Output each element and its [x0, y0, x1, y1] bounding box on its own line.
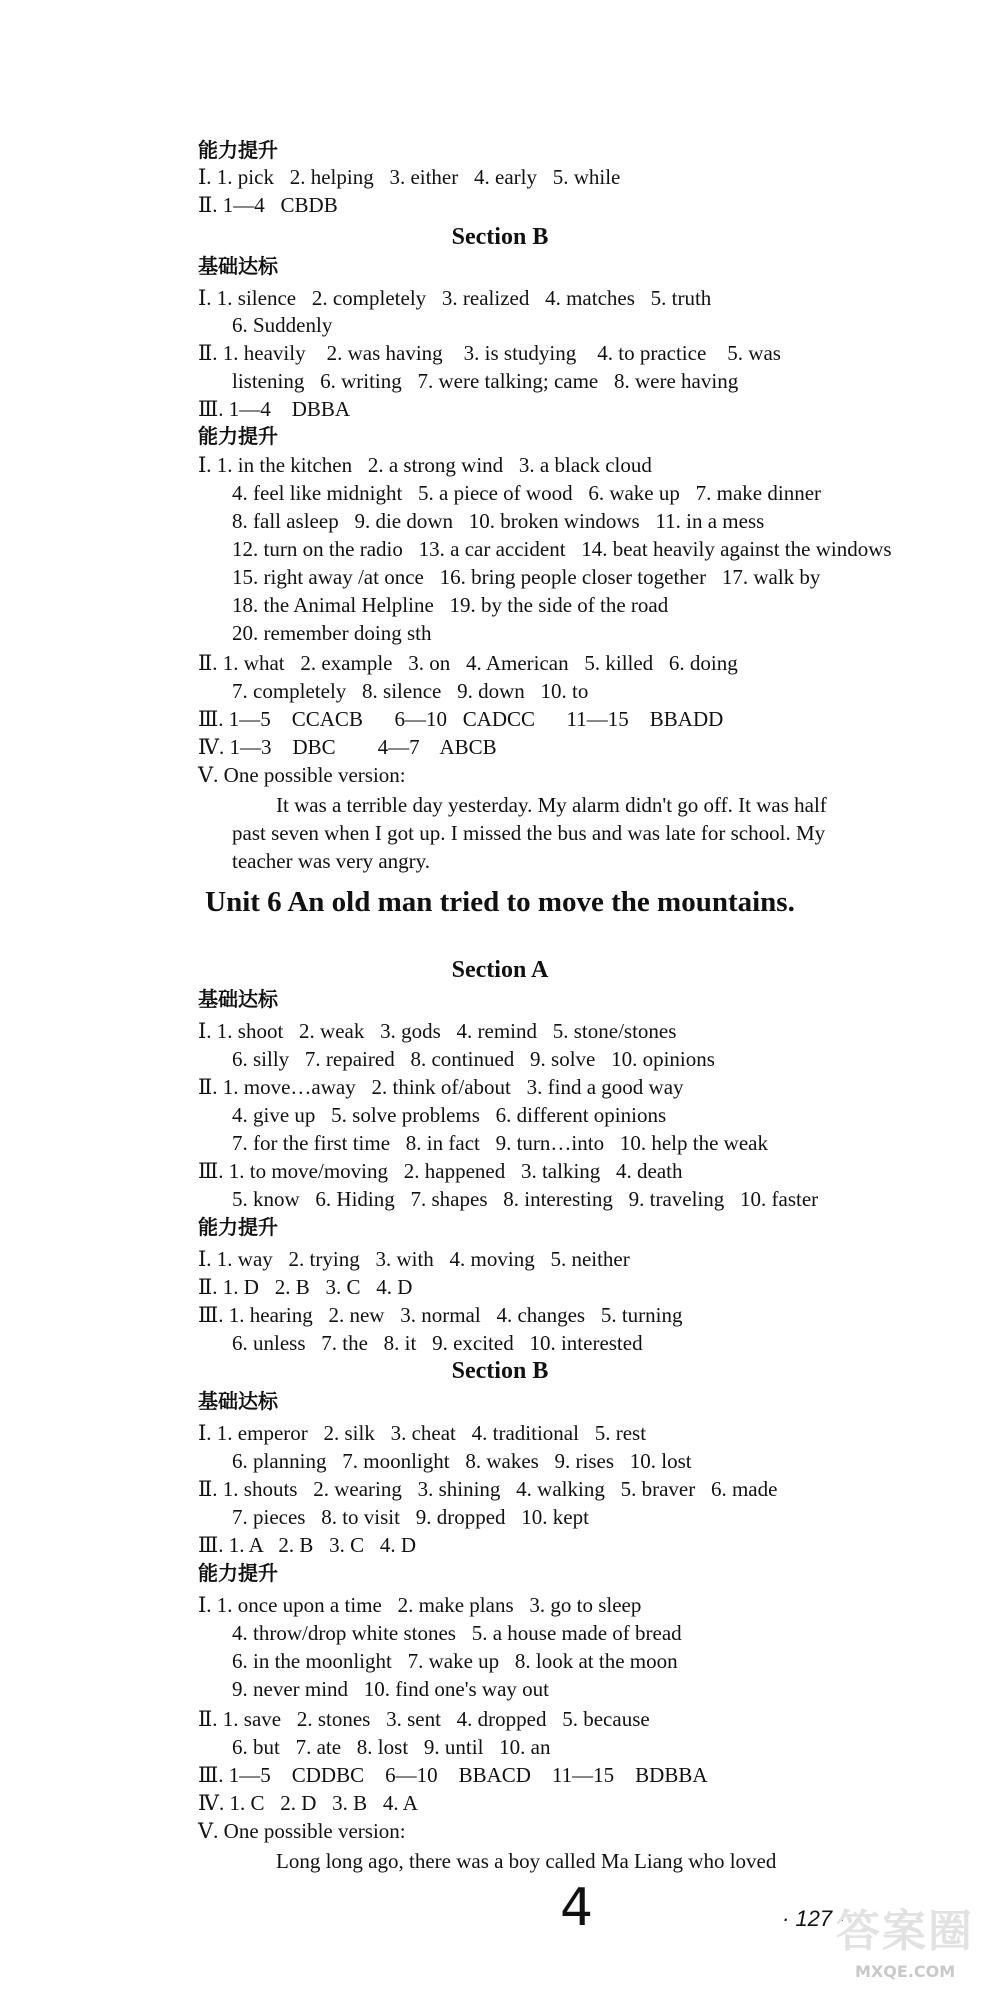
answer-line: Ⅲ. 1—5 CDDBC 6—10 BBACD 11—15 BDBBA — [198, 1763, 708, 1787]
answer-line: 15. right away /at once 16. bring people closer together 17. walk by — [232, 565, 821, 589]
watermark-url: MXQE.COM — [855, 1962, 956, 1981]
answer-line: 6. Suddenly — [232, 313, 333, 337]
page-number: · 127 · — [782, 1906, 846, 1931]
answer-line: Ⅲ. 1. to move/moving 2. happened 3. talking 4. death — [198, 1159, 683, 1183]
answer-line: Ⅲ. 1. A 2. B 3. C 4. D — [198, 1533, 417, 1557]
answer-line: Ⅱ. 1—4 CBDB — [198, 193, 338, 217]
answer-line: Ⅰ. 1. once upon a time 2. make plans 3. go to sleep — [198, 1593, 642, 1617]
answer-line: Ⅰ. 1. emperor 2. silk 3. cheat 4. traditional 5. rest — [198, 1421, 647, 1445]
section-heading-cn: 基础达标 — [198, 254, 278, 278]
answer-line: 20. remember doing sth — [232, 621, 432, 645]
answer-line: 8. fall asleep 9. die down 10. broken windows 11. in a mess — [232, 509, 765, 533]
section-heading-cn: 能力提升 — [198, 138, 278, 162]
section-title: Section B — [451, 1358, 549, 1384]
answer-line: Ⅰ. 1. silence 2. completely 3. realized 4. matches 5. truth — [198, 286, 712, 310]
answer-line: Ⅰ. 1. shoot 2. weak 3. gods 4. remind 5. stone/stones — [198, 1019, 677, 1043]
answer-line: Ⅰ. 1. pick 2. helping 3. either 4. early 5. while — [198, 165, 621, 189]
answer-line: Ⅱ. 1. shouts 2. wearing 3. shining 4. walking 5. braver 6. made — [198, 1477, 778, 1501]
answer-line: Ⅲ. 1. hearing 2. new 3. normal 4. changes 5. turning — [198, 1303, 683, 1327]
answer-line: Ⅴ. One possible version: — [198, 1819, 406, 1843]
section-heading-cn: 基础达标 — [198, 1389, 278, 1413]
answer-line: Ⅲ. 1—4 DBBA — [198, 397, 351, 421]
answer-line: 5. know 6. Hiding 7. shapes 8. interesting 9. traveling 10. faster — [232, 1187, 819, 1211]
unit-title: Unit 6 An old man tried to move the mountains. — [205, 886, 795, 918]
answer-line: Ⅰ. 1. in the kitchen 2. a strong wind 3. a black cloud — [198, 453, 652, 477]
answer-line: 7. pieces 8. to visit 9. dropped 10. kept — [232, 1505, 589, 1529]
answer-line: listening 6. writing 7. were talking; came 8. were having — [232, 369, 739, 393]
answer-line: 4. give up 5. solve problems 6. different opinions — [232, 1103, 667, 1127]
handwritten-page-mark: 4 — [560, 1878, 594, 1938]
answer-line: Ⅳ. 1—3 DBC 4—7 ABCB — [198, 735, 497, 759]
answer-line: 4. throw/drop white stones 5. a house made of bread — [232, 1621, 682, 1645]
answer-line: Ⅱ. 1. D 2. B 3. C 4. D — [198, 1275, 413, 1299]
answer-line: Ⅲ. 1—5 CCACB 6—10 CADCC 11—15 BBADD — [198, 707, 724, 731]
section-heading-cn: 能力提升 — [198, 424, 278, 448]
answer-line: 7. completely 8. silence 9. down 10. to — [232, 679, 589, 703]
answer-line: 6. silly 7. repaired 8. continued 9. solve 10. opinions — [232, 1047, 715, 1071]
answer-line: 18. the Animal Helpline 19. by the side of the road — [232, 593, 669, 617]
answer-line: 6. in the moonlight 7. wake up 8. look at the moon — [232, 1649, 678, 1673]
answer-line: teacher was very angry. — [232, 849, 431, 873]
answer-line: Ⅱ. 1. save 2. stones 3. sent 4. dropped 5. because — [198, 1707, 650, 1731]
answer-line: 4. feel like midnight 5. a piece of wood 6. wake up 7. make dinner — [232, 481, 822, 505]
section-heading-cn: 能力提升 — [198, 1215, 278, 1239]
answer-line: 6. planning 7. moonlight 8. wakes 9. rises 10. lost — [232, 1449, 692, 1473]
answer-line: 7. for the first time 8. in fact 9. turn…into 10. help the weak — [232, 1131, 768, 1155]
section-heading-cn: 能力提升 — [198, 1561, 278, 1585]
section-title: Section A — [451, 957, 549, 983]
answer-line: Ⅳ. 1. C 2. D 3. B 4. A — [198, 1791, 418, 1815]
answer-line: Ⅱ. 1. move…away 2. think of/about 3. find a good way — [198, 1075, 684, 1099]
answer-line: Ⅱ. 1. what 2. example 3. on 4. American 5. killed 6. doing — [198, 651, 738, 675]
answer-line: Ⅱ. 1. heavily 2. was having 3. is studying 4. to practice 5. was — [198, 341, 781, 365]
answer-line: 6. unless 7. the 8. it 9. excited 10. interested — [232, 1331, 643, 1355]
watermark-logo: 答案圈 — [836, 1906, 974, 1957]
answer-line: 12. turn on the radio 13. a car accident 14. beat heavily against the windows — [232, 537, 892, 561]
answer-line: Ⅰ. 1. way 2. trying 3. with 4. moving 5. neither — [198, 1247, 630, 1271]
answer-line: 6. but 7. ate 8. lost 9. until 10. an — [232, 1735, 551, 1759]
answer-line: past seven when I got up. I missed the bus and was late for school. My — [232, 821, 826, 845]
answer-line: 9. never mind 10. find one's way out — [232, 1677, 549, 1701]
answer-line: Long long ago, there was a boy called Ma Liang who loved — [276, 1849, 777, 1873]
answer-line: It was a terrible day yesterday. My alarm didn't go off. It was half — [276, 793, 827, 817]
answer-line: Ⅴ. One possible version: — [198, 763, 406, 787]
section-heading-cn: 基础达标 — [198, 987, 278, 1011]
section-title: Section B — [451, 224, 549, 250]
